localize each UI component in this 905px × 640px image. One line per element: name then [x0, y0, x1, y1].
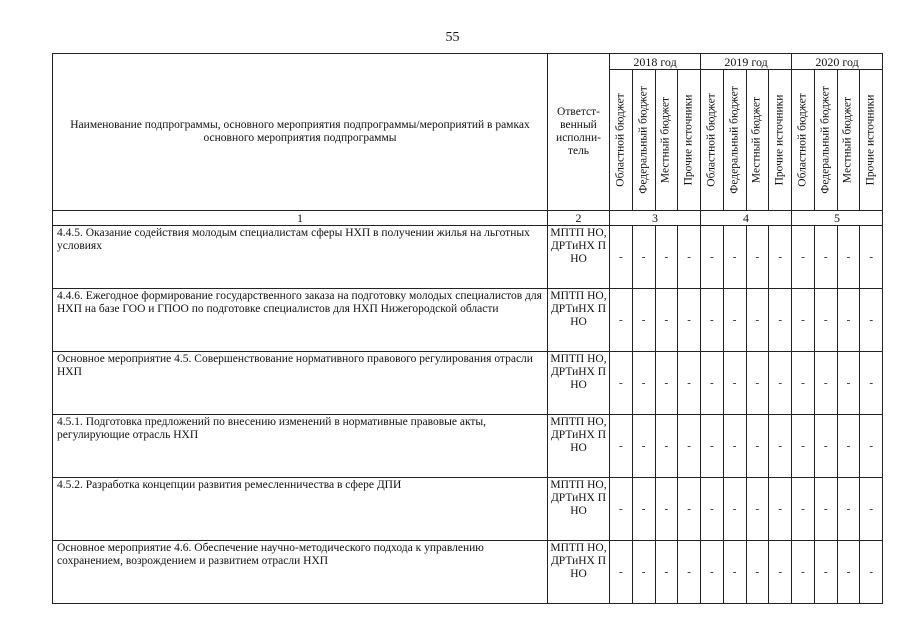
funding-value-cell — [610, 478, 633, 541]
funding-value: - — [664, 313, 669, 326]
funding-value-cell — [632, 226, 655, 289]
funding-value-cell — [792, 541, 815, 604]
funding-value-cell — [678, 289, 701, 352]
row-responsible: МПТП НО, ДРТиНХ П НО — [548, 226, 610, 289]
row-activity-name: 4.4.6. Ежегодное формирование государственного заказа на подготовку молодых специалистов для НХП на базе ГОО и ГПОО по подготовке специалистов для НХП Нижегородской области — [53, 289, 548, 352]
table-row — [53, 415, 883, 478]
header-source-local: Местный бюджет — [655, 70, 678, 211]
funding-value: - — [664, 439, 669, 452]
funding-value: - — [687, 565, 691, 578]
row-responsible: МПТП НО, ДРТиНХ П НО — [548, 478, 610, 541]
header-year-2020: 2020 год — [792, 54, 883, 70]
funding-value-cell — [792, 226, 815, 289]
funding-value-cell — [792, 352, 815, 415]
funding-value-cell — [769, 478, 792, 541]
funding-value-cell — [837, 415, 860, 478]
funding-value: - — [778, 439, 782, 452]
funding-value: - — [755, 439, 760, 452]
funding-value: - — [641, 502, 646, 515]
funding-value: - — [801, 439, 805, 452]
funding-value: - — [846, 565, 851, 578]
funding-value-cell — [792, 289, 815, 352]
header-source-local: Местный бюджет — [837, 70, 860, 211]
header-name-column: Наименование подпрограммы, основного мероприятия подпрограммы/мероприятий в рамках основного мероприятия подпрограммы — [53, 54, 548, 211]
funding-value: - — [619, 376, 623, 389]
funding-value: - — [755, 313, 760, 326]
funding-value-cell — [655, 289, 678, 352]
funding-value: - — [710, 376, 714, 389]
table-row — [53, 289, 883, 352]
funding-value: - — [755, 376, 760, 389]
funding-value: - — [823, 502, 828, 515]
funding-value-cell — [655, 541, 678, 604]
funding-value-cell — [632, 541, 655, 604]
program-table — [52, 53, 883, 604]
funding-value-cell — [701, 226, 724, 289]
funding-value-cell — [746, 226, 769, 289]
row-responsible: МПТП НО, ДРТиНХ П НО — [548, 541, 610, 604]
funding-value: - — [801, 313, 805, 326]
table-row — [53, 352, 883, 415]
funding-value: - — [823, 313, 828, 326]
funding-value: - — [755, 250, 760, 263]
funding-value-cell — [632, 415, 655, 478]
table-row — [53, 226, 883, 289]
funding-value-cell — [610, 541, 633, 604]
funding-value-cell — [655, 478, 678, 541]
funding-value-cell — [723, 415, 746, 478]
funding-value-cell — [814, 226, 837, 289]
funding-value-cell — [860, 352, 883, 415]
funding-value-cell — [769, 352, 792, 415]
funding-value: - — [869, 313, 873, 326]
header-source-other: Прочие источники — [769, 70, 792, 211]
funding-value: - — [869, 250, 873, 263]
funding-value: - — [619, 502, 623, 515]
funding-value-cell — [860, 415, 883, 478]
funding-value: - — [664, 376, 669, 389]
header-source-other: Прочие источники — [860, 70, 883, 211]
funding-value: - — [778, 565, 782, 578]
funding-value: - — [732, 313, 737, 326]
table-row — [53, 478, 883, 541]
header-source-federal: Федеральный бюджет — [723, 70, 746, 211]
funding-value: - — [823, 565, 828, 578]
funding-value-cell — [746, 478, 769, 541]
funding-value-cell — [678, 226, 701, 289]
funding-value: - — [778, 313, 782, 326]
funding-value: - — [732, 439, 737, 452]
funding-value-cell — [701, 289, 724, 352]
funding-value-cell — [814, 352, 837, 415]
funding-value: - — [869, 376, 873, 389]
funding-value: - — [778, 250, 782, 263]
header-source-local: Местный бюджет — [746, 70, 769, 211]
funding-value-cell — [723, 541, 746, 604]
funding-value: - — [641, 439, 646, 452]
funding-value: - — [710, 313, 714, 326]
funding-value: - — [823, 376, 828, 389]
funding-value-cell — [746, 415, 769, 478]
funding-value-cell — [655, 415, 678, 478]
header-source-federal: Федеральный бюджет — [632, 70, 655, 211]
funding-value-cell — [632, 478, 655, 541]
funding-value: - — [778, 376, 782, 389]
header-source-regional: Областной бюджет — [610, 70, 633, 211]
header-source-other: Прочие источники — [678, 70, 701, 211]
row-activity-name: 4.5.1. Подготовка предложений по внесению изменений в нормативные правовые акты, регулирующие отрасль НХП — [53, 415, 548, 478]
funding-value-cell — [837, 289, 860, 352]
funding-value-cell — [860, 289, 883, 352]
funding-value-cell — [632, 289, 655, 352]
funding-value-cell — [723, 289, 746, 352]
funding-value: - — [846, 376, 851, 389]
funding-value-cell — [723, 226, 746, 289]
funding-value-cell — [792, 415, 815, 478]
funding-value: - — [619, 250, 623, 263]
funding-value: - — [641, 376, 646, 389]
row-responsible: МПТП НО, ДРТиНХ П НО — [548, 415, 610, 478]
funding-value-cell — [723, 352, 746, 415]
row-activity-name: Основное мероприятие 4.5. Совершенствование нормативного правового регулирования отрасли НХП — [53, 352, 548, 415]
funding-value: - — [687, 250, 691, 263]
funding-value-cell — [701, 478, 724, 541]
funding-value-cell — [723, 478, 746, 541]
header-responsible-column: Ответст-венный исполни-тель — [548, 54, 610, 211]
funding-value: - — [732, 250, 737, 263]
funding-value: - — [732, 502, 737, 515]
funding-value: - — [801, 565, 805, 578]
funding-value: - — [801, 250, 805, 263]
funding-value-cell — [610, 226, 633, 289]
funding-value-cell — [701, 352, 724, 415]
column-number: 5 — [792, 211, 883, 226]
funding-value: - — [778, 502, 782, 515]
row-responsible: МПТП НО, ДРТиНХ П НО — [548, 352, 610, 415]
funding-value-cell — [860, 478, 883, 541]
funding-value: - — [732, 565, 737, 578]
funding-value-cell — [814, 415, 837, 478]
funding-value-cell — [860, 541, 883, 604]
funding-value: - — [687, 313, 691, 326]
funding-value: - — [846, 313, 851, 326]
funding-value-cell — [746, 541, 769, 604]
funding-value-cell — [860, 226, 883, 289]
funding-value: - — [619, 565, 623, 578]
funding-value: - — [801, 502, 805, 515]
row-responsible: МПТП НО, ДРТиНХ П НО — [548, 289, 610, 352]
funding-value: - — [641, 313, 646, 326]
funding-value-cell — [814, 541, 837, 604]
funding-value-cell — [746, 352, 769, 415]
funding-value-cell — [678, 478, 701, 541]
funding-value: - — [619, 313, 623, 326]
column-number: 4 — [701, 211, 792, 226]
funding-value-cell — [769, 226, 792, 289]
row-activity-name: Основное мероприятие 4.6. Обеспечение научно-методического подхода к управлению сохранением, возрождением и развитием отрасли НХП — [53, 541, 548, 604]
funding-value: - — [823, 250, 828, 263]
funding-value: - — [664, 565, 669, 578]
funding-value-cell — [769, 289, 792, 352]
funding-value: - — [710, 439, 714, 452]
funding-value: - — [846, 439, 851, 452]
funding-value-cell — [610, 289, 633, 352]
funding-value: - — [823, 439, 828, 452]
funding-value: - — [801, 376, 805, 389]
funding-value-cell — [814, 289, 837, 352]
funding-value-cell — [610, 415, 633, 478]
column-number: 3 — [610, 211, 701, 226]
funding-value-cell — [837, 226, 860, 289]
funding-value: - — [710, 250, 714, 263]
funding-value: - — [619, 439, 623, 452]
header-source-regional: Областной бюджет — [792, 70, 815, 211]
row-activity-name: 4.4.5. Оказание содействия молодым специалистам сферы НХП в получении жилья на льготных условиях — [53, 226, 548, 289]
funding-value-cell — [837, 352, 860, 415]
funding-value: - — [869, 565, 873, 578]
column-number: 2 — [548, 211, 610, 226]
funding-value-cell — [814, 478, 837, 541]
row-activity-name: 4.5.2. Разработка концепции развития ремесленничества в сфере ДПИ — [53, 478, 548, 541]
funding-value: - — [664, 502, 669, 515]
funding-value: - — [846, 250, 851, 263]
funding-value: - — [755, 502, 760, 515]
funding-value-cell — [837, 541, 860, 604]
funding-value-cell — [769, 415, 792, 478]
table-row — [53, 541, 883, 604]
funding-value: - — [869, 439, 873, 452]
funding-value: - — [710, 502, 714, 515]
funding-value-cell — [678, 352, 701, 415]
page-number: 55 — [445, 30, 460, 45]
funding-value-cell — [769, 541, 792, 604]
funding-value-cell — [610, 352, 633, 415]
funding-value: - — [641, 250, 646, 263]
header-year-2018: 2018 год — [610, 54, 701, 70]
funding-value: - — [664, 250, 669, 263]
funding-value: - — [687, 502, 691, 515]
funding-value: - — [687, 439, 691, 452]
funding-value-cell — [632, 352, 655, 415]
funding-value: - — [869, 502, 873, 515]
funding-value: - — [687, 376, 691, 389]
funding-value: - — [732, 376, 737, 389]
funding-value-cell — [837, 478, 860, 541]
funding-value: - — [710, 565, 714, 578]
header-source-regional: Областной бюджет — [701, 70, 724, 211]
funding-value: - — [641, 565, 646, 578]
funding-value-cell — [655, 226, 678, 289]
funding-value-cell — [678, 415, 701, 478]
funding-value-cell — [701, 541, 724, 604]
funding-value-cell — [792, 478, 815, 541]
column-number: 1 — [53, 211, 548, 226]
funding-value-cell — [701, 415, 724, 478]
column-number-row — [53, 211, 883, 226]
funding-value-cell — [678, 541, 701, 604]
funding-value-cell — [746, 289, 769, 352]
funding-value-cell — [655, 352, 678, 415]
header-source-federal: Федеральный бюджет — [814, 70, 837, 211]
funding-value: - — [846, 502, 851, 515]
funding-value: - — [755, 565, 760, 578]
header-year-2019: 2019 год — [701, 54, 792, 70]
